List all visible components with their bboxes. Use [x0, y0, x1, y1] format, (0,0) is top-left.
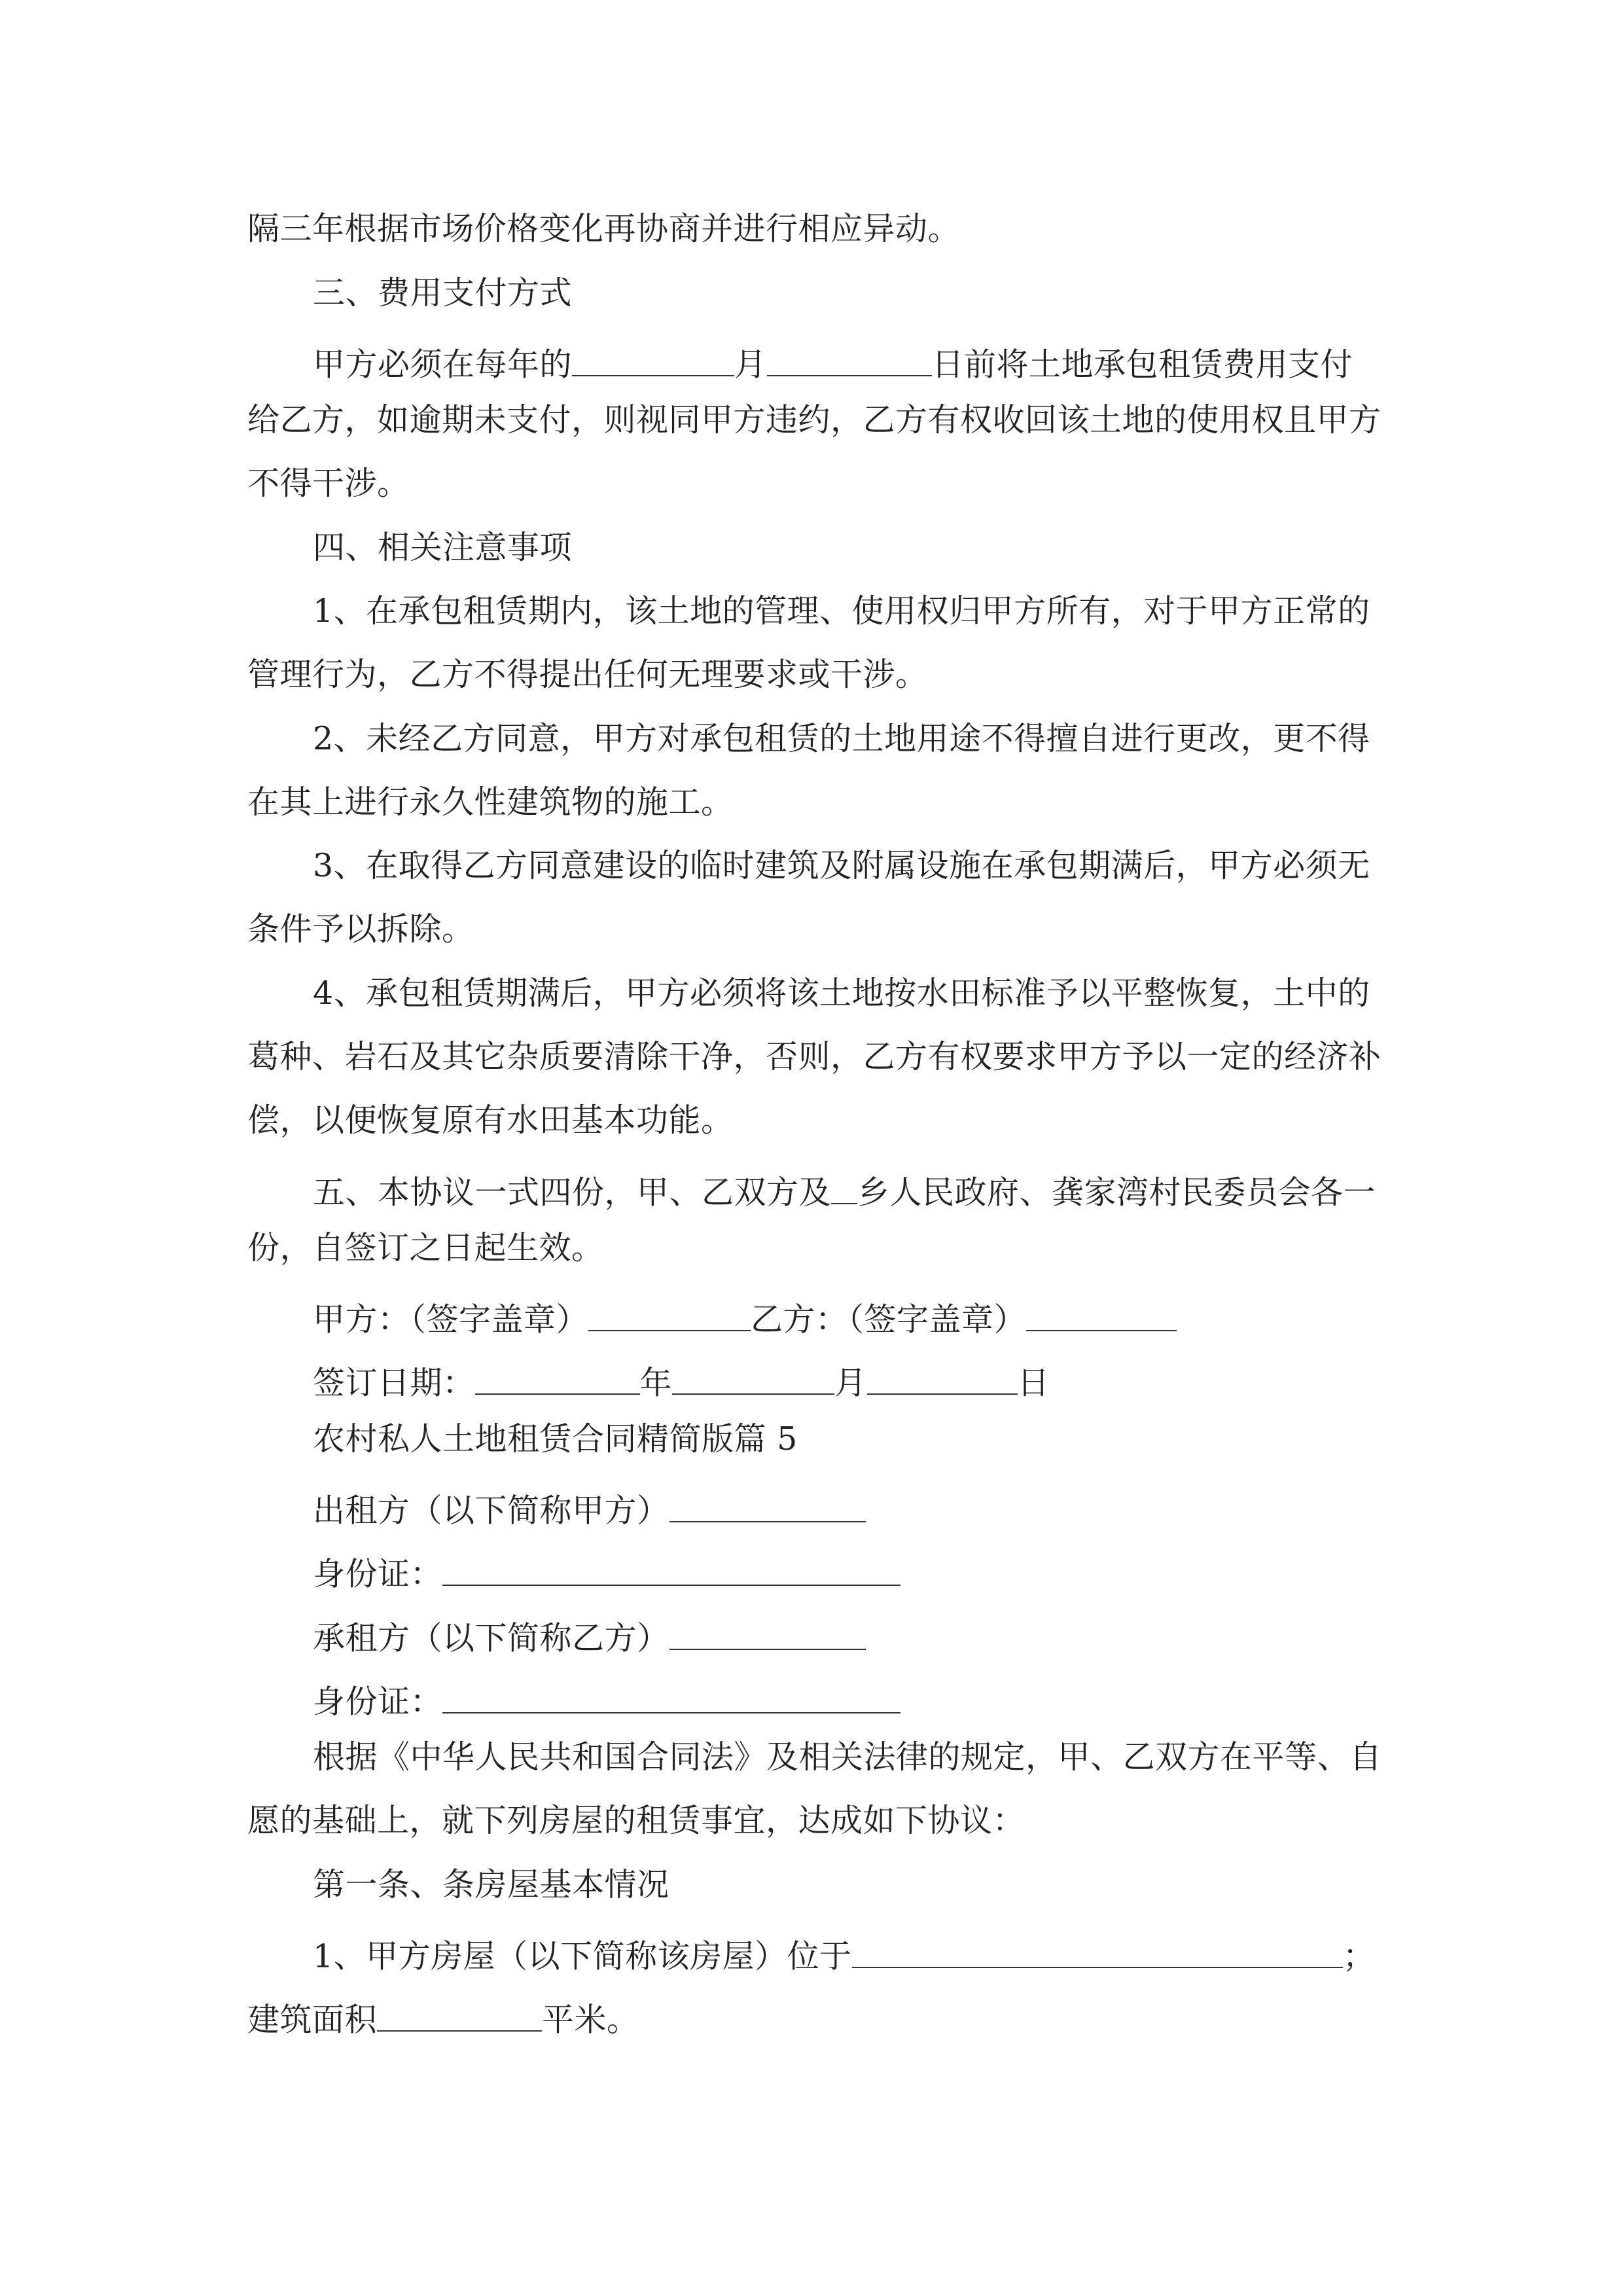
- paragraph-line: 4、承包租赁期满后，甲方必须将该土地按水田标准予以平整恢复，土中的: [313, 975, 1370, 1012]
- lessee-id-line: 身份证：: [313, 1677, 901, 1717]
- paragraph-line: 隔三年根据市场价格变化再协商并进行相应异动。: [247, 210, 961, 247]
- paragraph-line: 管理行为，乙方不得提出任何无理要求或干涉。: [247, 656, 928, 693]
- paragraph-line: 1、甲方房屋（以下简称该房屋）位于 ；: [313, 1932, 1375, 1972]
- paragraph-line: 建筑面积 平米。: [247, 1996, 639, 2036]
- lessor-line: 出租方（以下简称甲方）: [313, 1486, 866, 1526]
- signing-date-line: 签订日期： 年 月 日: [313, 1359, 1050, 1399]
- section-heading: 四、相关注意事项: [313, 529, 573, 566]
- party-b-signature-blank[interactable]: [1026, 1297, 1177, 1331]
- paragraph-line: 条件予以拆除。: [247, 910, 474, 948]
- year-blank[interactable]: [475, 1360, 640, 1395]
- paragraph-line: 2、未经乙方同意，甲方对承包租赁的土地用途不得擅自进行更改，更不得: [313, 720, 1370, 757]
- paragraph-line: 偿，以便恢复原有水田基本功能。: [247, 1102, 734, 1139]
- house-location-blank[interactable]: [852, 1933, 1343, 1968]
- paragraph-line: 1、在承包租赁期内，该土地的管理、使用权归甲方所有，对于甲方正常的: [313, 592, 1370, 630]
- paragraph-line: 3、在取得乙方同意建设的临时建筑及附属设施在承包期满后，甲方必须无: [313, 847, 1370, 884]
- floor-area-blank[interactable]: [377, 1997, 542, 2032]
- paragraph-line: 葛种、岩石及其它杂质要清除干净，否则，乙方有权要求甲方予以一定的经济补: [247, 1038, 1382, 1075]
- paragraph-line: 五、本协议一式四份，甲、乙双方及 乡人民政府、龚家湾村民委员会各一: [313, 1168, 1376, 1208]
- lessor-name-blank[interactable]: [669, 1488, 866, 1522]
- month-blank[interactable]: [672, 1360, 834, 1395]
- lessor-id-blank[interactable]: [442, 1551, 901, 1586]
- month-blank[interactable]: [572, 342, 734, 376]
- party-a-signature-blank[interactable]: [588, 1297, 751, 1331]
- contract-title: 农村私人土地租赁合同精简版篇 5: [313, 1420, 798, 1458]
- section-heading: 三、费用支付方式: [313, 274, 573, 312]
- paragraph-line: 不得干涉。: [247, 465, 410, 502]
- article-heading: 第一条、条房屋基本情况: [313, 1866, 669, 1903]
- paragraph-line: 给乙方，如逾期未支付，则视同甲方违约，乙方有权收回该土地的使用权且甲方: [247, 401, 1382, 439]
- paragraph-line: 甲方必须在每年的 月 日前将土地承包租赁费用支付: [313, 340, 1353, 380]
- township-blank[interactable]: [831, 1170, 857, 1204]
- lessee-id-blank[interactable]: [442, 1679, 901, 1713]
- paragraph-line: 愿的基础上，就下列房屋的租赁事宜，达成如下协议：: [247, 1802, 1026, 1839]
- signature-line: 甲方：（签字盖章） 乙方：（签字盖章）: [313, 1295, 1177, 1335]
- lessee-line: 承租方（以下简称乙方）: [313, 1614, 866, 1654]
- paragraph-line: 份，自签订之日起生效。: [247, 1229, 604, 1266]
- paragraph-line: 在其上进行永久性建筑物的施工。: [247, 783, 734, 821]
- paragraph-line: 根据《中华人民共和国合同法》及相关法律的规定，甲、乙双方在平等、自: [313, 1738, 1382, 1776]
- lessee-name-blank[interactable]: [669, 1615, 866, 1650]
- day-blank[interactable]: [767, 342, 932, 376]
- lessor-id-line: 身份证：: [313, 1550, 901, 1590]
- day-blank[interactable]: [867, 1360, 1018, 1395]
